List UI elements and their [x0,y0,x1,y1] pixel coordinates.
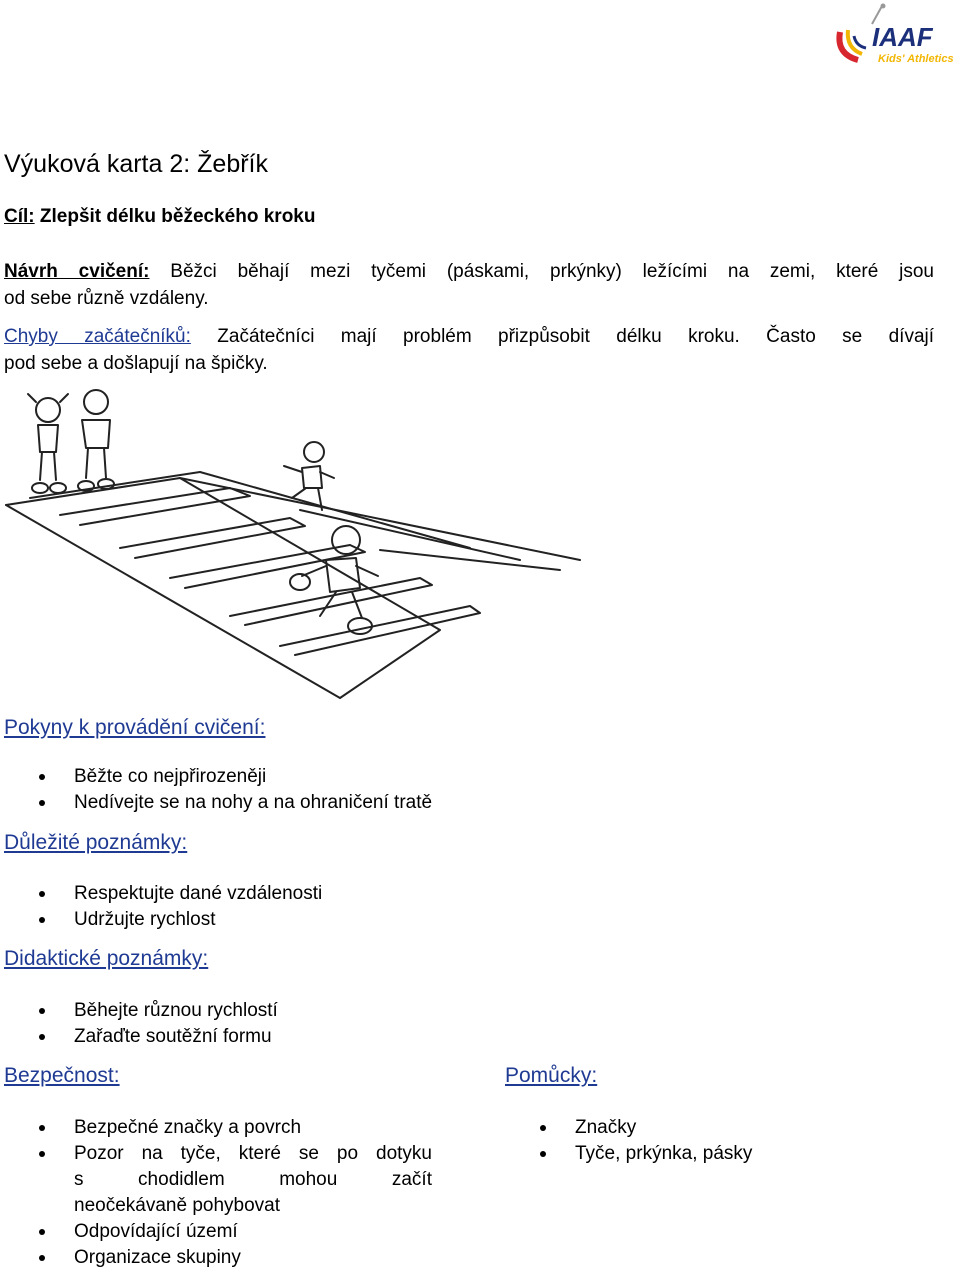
design-label: Návrh cvičení: [4,261,150,282]
instructions-heading: Pokyny k provádění cvičení: [4,716,266,739]
iaaf-kids-athletics-logo [826,2,958,68]
safety-item2-line3: neočekávaně pohybovat [74,1195,280,1216]
instructions-list [0,764,432,816]
safety-item2-line2: s chodidlem mohou začít [74,1169,432,1190]
goal-text: Zlepšit délku běžeckého kroku [39,206,316,227]
design-text-line2: od sebe různě vzdáleny. [4,288,209,309]
didactic-heading: Didaktické poznámky: [4,947,209,970]
ladder-illustration [0,380,600,700]
list-item: Nedívejte se na nohy a na ohraničení tratě [0,790,432,816]
mistakes-label: Chyby začátečníků: [4,326,191,347]
safety-heading: Bezpečnost: [4,1064,120,1087]
safety-item2-line1: Pozor na tyče, které se po dotyku [74,1143,432,1164]
list-item: Respektujte dané vzdálenosti [0,881,322,907]
svg-text:IAAF: IAAF [872,22,933,52]
important-heading: Důležité poznámky: [4,831,188,854]
safety-list [0,1115,432,1271]
list-item: Odpovídající území [0,1219,432,1245]
page-title: Výuková karta 2: Žebřík [4,150,269,178]
list-item: Značky [501,1115,752,1141]
mistakes-text-line2: pod sebe a došlapují na špičky. [4,353,268,374]
mistakes-paragraph [4,323,934,377]
list-item [0,1141,432,1219]
list-item: Běhejte různou rychlostí [0,998,278,1024]
list-item: Bezpečné značky a povrch [0,1115,432,1141]
svg-text:Kids' Athletics: Kids' Athletics [878,53,954,65]
goal-label: Cíl: [4,206,35,227]
didactic-list [0,998,278,1050]
list-item: Udržujte rychlost [0,907,322,933]
goal-line [4,206,315,228]
equipment-list [501,1115,752,1167]
list-item: Tyče, prkýnka, pásky [501,1141,752,1167]
equipment-heading: Pomůcky: [505,1064,598,1087]
list-item: Organizace skupiny [0,1245,432,1271]
mistakes-text-line1: Začátečníci mají problém přizpůsobit délku kroku. Často se dívají [217,326,935,347]
list-item: Zařaďte soutěžní formu [0,1024,278,1050]
important-list [0,881,322,933]
list-item: Běžte co nejpřirozeněji [0,764,432,790]
design-text-line1: Běžci běhají mezi tyčemi (páskami, prkýnky) ležícími na zemi, které jsou [170,261,935,282]
design-paragraph [4,258,934,312]
